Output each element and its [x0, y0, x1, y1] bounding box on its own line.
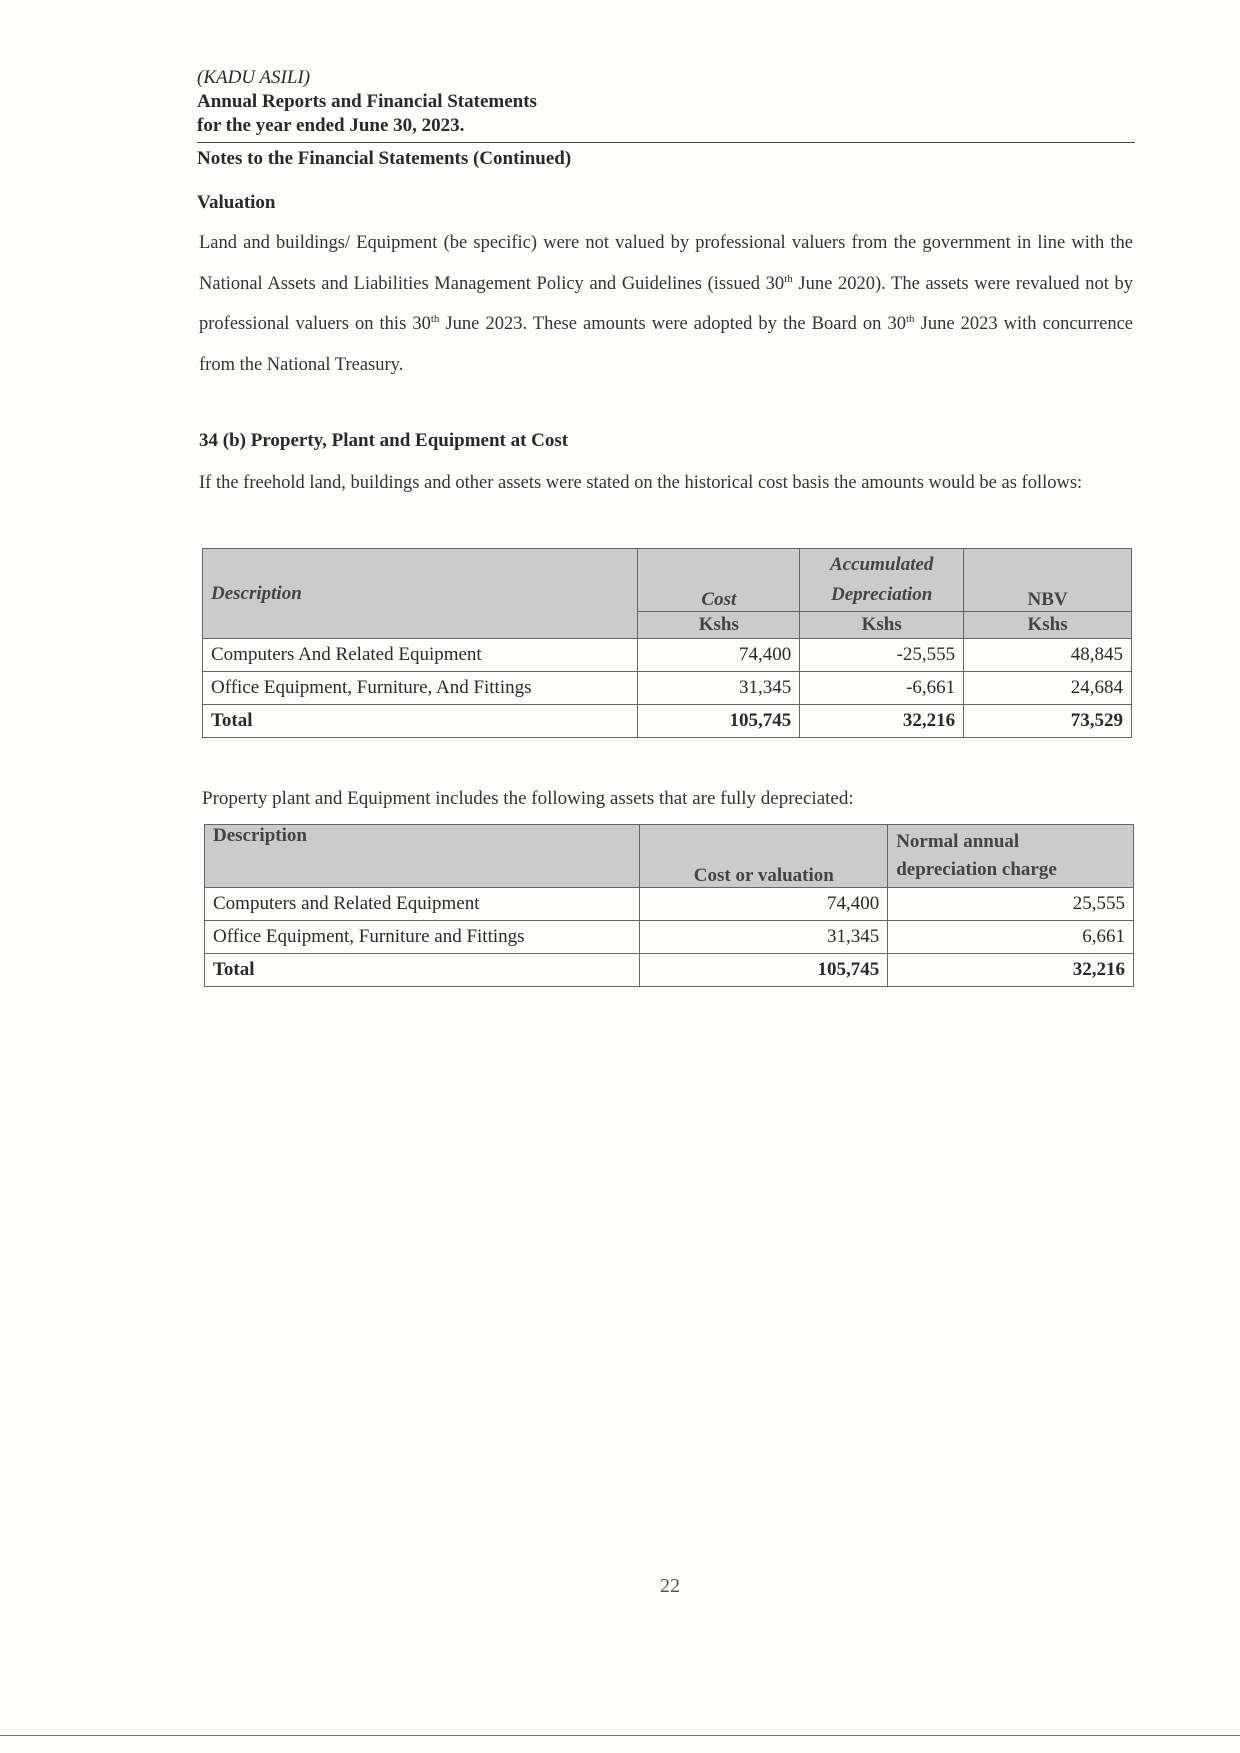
section-34b-intro: If the freehold land, buildings and other assets were stated on the historical cost basis the amounts would be as follows:	[199, 473, 1083, 493]
valuation-text-part: June 2023 with concurrence from the National Treasury.	[199, 314, 1133, 375]
row-cost: 74,400	[640, 888, 888, 921]
scan-edge-line	[0, 1735, 1240, 1736]
table-header-row	[203, 549, 1132, 612]
header-charge-line2: depreciation charge	[896, 859, 1057, 880]
total-charge: 32,216	[888, 954, 1134, 987]
row-charge: 6,661	[888, 921, 1134, 954]
unit-cost: Kshs	[638, 612, 800, 639]
total-label: Total	[203, 705, 638, 738]
page-number: 22	[660, 1575, 680, 1597]
row-description: Office Equipment, Furniture, And Fittings	[203, 672, 638, 705]
row-cost: 31,345	[640, 921, 888, 954]
total-cost: 105,745	[638, 705, 800, 738]
header-cost-or-valuation: Cost or valuation	[640, 825, 888, 888]
table-row	[203, 672, 1132, 705]
row-cost: 74,400	[638, 639, 800, 672]
unit-nbv: Kshs	[964, 612, 1132, 639]
row-description: Computers and Related Equipment	[205, 888, 640, 921]
ordinal-suffix: th	[784, 272, 793, 285]
header-nbv: NBV	[964, 549, 1132, 612]
header-accumulated-depreciation	[800, 549, 964, 612]
table-header-row	[205, 825, 1134, 888]
table-total-row	[205, 954, 1134, 987]
row-nbv: 24,684	[964, 672, 1132, 705]
section-34b-heading: 34 (b) Property, Plant and Equipment at Cost	[199, 430, 569, 451]
fully-depreciated-assets-table	[204, 824, 1134, 987]
header-charge-line1: Normal annual	[896, 831, 1020, 852]
valuation-text-part: Land and buildings/ Equipment (be specific) were not valued by professional valuers from the government in line with the National Assets and Liabilities Management Policy and Guidelines (issued 30	[199, 233, 1133, 294]
header-description: Description	[205, 825, 640, 888]
row-nbv: 48,845	[964, 639, 1132, 672]
table-total-row	[203, 705, 1132, 738]
row-cost: 31,345	[638, 672, 800, 705]
valuation-heading: Valuation	[197, 192, 276, 213]
total-label: Total	[205, 954, 640, 987]
row-acc-dep: -6,661	[800, 672, 964, 705]
header-acc-dep-line1: Accumulated	[829, 554, 934, 575]
header-rule	[197, 142, 1135, 143]
report-period: for the year ended June 30, 2023.	[197, 115, 465, 136]
page-header	[197, 66, 1135, 138]
header-acc-dep-line2: Depreciation	[831, 584, 933, 605]
header-description: Description	[203, 549, 638, 639]
header-cost: Cost	[638, 549, 800, 612]
total-acc-dep: 32,216	[800, 705, 964, 738]
row-acc-dep: -25,555	[800, 639, 964, 672]
total-cost: 105,745	[640, 954, 888, 987]
row-charge: 25,555	[888, 888, 1134, 921]
row-description: Office Equipment, Furniture and Fittings	[205, 921, 640, 954]
valuation-text-part: June 2023. These amounts were adopted by the Board on 30	[439, 314, 906, 334]
ordinal-suffix: th	[906, 312, 915, 325]
table-row	[205, 888, 1134, 921]
valuation-text-part: June 2020). The assets were revalued not by professional valuers on this 30	[199, 273, 1133, 334]
row-description: Computers And Related Equipment	[203, 639, 638, 672]
header-normal-annual-depreciation	[888, 825, 1134, 888]
ppe-at-cost-table	[202, 548, 1132, 738]
ordinal-suffix: th	[430, 312, 440, 325]
organization-name: (KADU ASILI)	[197, 67, 311, 88]
valuation-paragraph	[199, 223, 1133, 385]
fully-depreciated-intro: Property plant and Equipment includes the following assets that are fully depreciated:	[202, 788, 854, 809]
table-row	[205, 921, 1134, 954]
table-row	[203, 639, 1132, 672]
report-title: Annual Reports and Financial Statements	[197, 91, 537, 112]
unit-acc-dep: Kshs	[800, 612, 964, 639]
notes-title: Notes to the Financial Statements (Continued)	[197, 148, 572, 169]
total-nbv: 73,529	[964, 705, 1132, 738]
